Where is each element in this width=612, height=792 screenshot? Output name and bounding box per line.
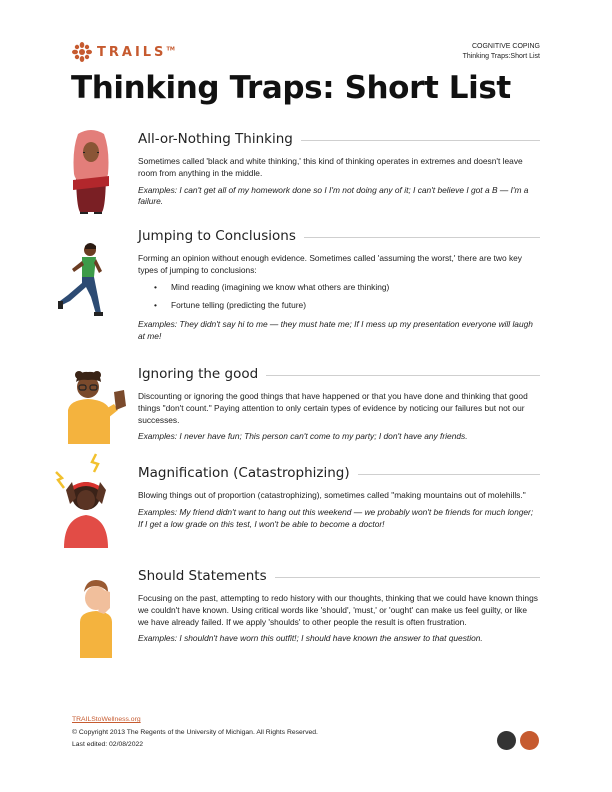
bullet-list — [138, 282, 540, 313]
section-example: Examples: They didn't say hi to me — they must hate me; If I mess up my presentation everyone will laugh at me! — [138, 319, 533, 341]
section-example: Examples: I can't get all of my homework done so I I'm not doing any of it; I can't believe I got a B — I'm a failure. — [138, 184, 529, 207]
figure-facepalm — [74, 578, 118, 660]
section-description: Blowing things out of proportion (catastrophizing), sometimes called "making mountains out of molehills." — [138, 490, 526, 500]
section-ignoring-the-good — [138, 366, 540, 443]
section-should-statements — [138, 568, 540, 645]
section-jumping-to-conclusions — [138, 228, 540, 343]
trails-logo-icon — [72, 42, 92, 62]
section-header — [138, 131, 540, 147]
section-title: Magnification (Catastrophizing) — [138, 465, 350, 481]
figure-raised-hand — [66, 370, 128, 446]
section-description: Sometimes called 'black and white thinking,' this kind of thinking operates in extremes and doesn't leave room from anything in the middle. — [138, 156, 523, 178]
logo-wordmark: TRAILS™ — [97, 44, 175, 60]
bullet-text: Fortune telling (predicting the future) — [171, 300, 307, 311]
section-title: Jumping to Conclusions — [138, 228, 296, 244]
bullet-dot-icon: • — [154, 300, 157, 311]
page-title: Thinking Traps: Short List — [71, 70, 511, 106]
section-example: Examples: I never have fun; This person can't come to my party; I don't have any friends. — [138, 431, 468, 442]
section-example: Examples: My friend didn't want to hang out this weekend — we probably won't be friends for much longer; If I get a low grade on this test, I won't be able to become a doctor! — [138, 506, 534, 529]
section-title: Should Statements — [138, 568, 267, 584]
section-divider — [358, 474, 540, 475]
footer — [72, 714, 318, 752]
dark-dot-icon — [497, 731, 516, 750]
logo-trademark: TM — [166, 46, 175, 53]
section-divider — [301, 140, 540, 141]
document-meta — [463, 42, 540, 62]
section-title: Ignoring the good — [138, 366, 259, 382]
bullet-item — [138, 300, 540, 312]
section-divider — [275, 577, 540, 578]
figure-running — [56, 241, 106, 317]
section-header — [138, 366, 540, 382]
section-description: Forming an opinion without enough evidence. Sometimes called 'assuming the worst,' there are two key types of jumping to conclusions: — [138, 253, 522, 275]
orange-dot-icon — [520, 731, 539, 750]
section-title: All-or-Nothing Thinking — [138, 131, 293, 147]
website-link[interactable]: TRAILStoWellness.org — [72, 716, 141, 723]
section-description: Discounting or ignoring the good things that have happened or that you have done and thinking that good things "don't count." Paying attention to only certain types of evidence by noticing our failures but not our successes. — [138, 391, 528, 425]
section-header — [138, 228, 540, 244]
section-all-or-nothing — [138, 131, 540, 208]
section-divider — [266, 375, 540, 376]
section-description: Focusing on the past, attempting to redo history with our thoughts, thinking that we could have known things we couldn't have known. Using critical words like 'should', 'must,' or 'ought' can make us feel guilty, or like we have already failed. If we apply 'shoulds' to other people the result is often frustration. — [138, 593, 538, 627]
section-example: Examples: I shouldn't have worn this outfit!; I should have known the answer to that question. — [138, 633, 483, 644]
section-magnification — [138, 465, 540, 530]
bullet-dot-icon: • — [154, 281, 157, 292]
page-dots — [497, 731, 539, 750]
trails-logo — [72, 42, 175, 62]
section-divider — [304, 237, 540, 238]
bullet-text: Mind reading (imagining we know what others are thinking) — [171, 281, 390, 292]
category-label: COGNITIVE COPING — [471, 43, 540, 50]
bullet-item — [138, 282, 540, 294]
section-header — [138, 465, 540, 481]
figure-hijab-crossed-arms — [66, 128, 116, 214]
copyright-text: © Copyright 2013 The Regents of the University of Michigan. All Rights Reserved. — [72, 728, 318, 736]
section-header — [138, 568, 540, 584]
figure-stressed — [52, 452, 118, 548]
document-name: Thinking Traps:Short List — [462, 53, 540, 60]
last-edited-text: Last edited: 02/08/2022 — [72, 741, 144, 749]
